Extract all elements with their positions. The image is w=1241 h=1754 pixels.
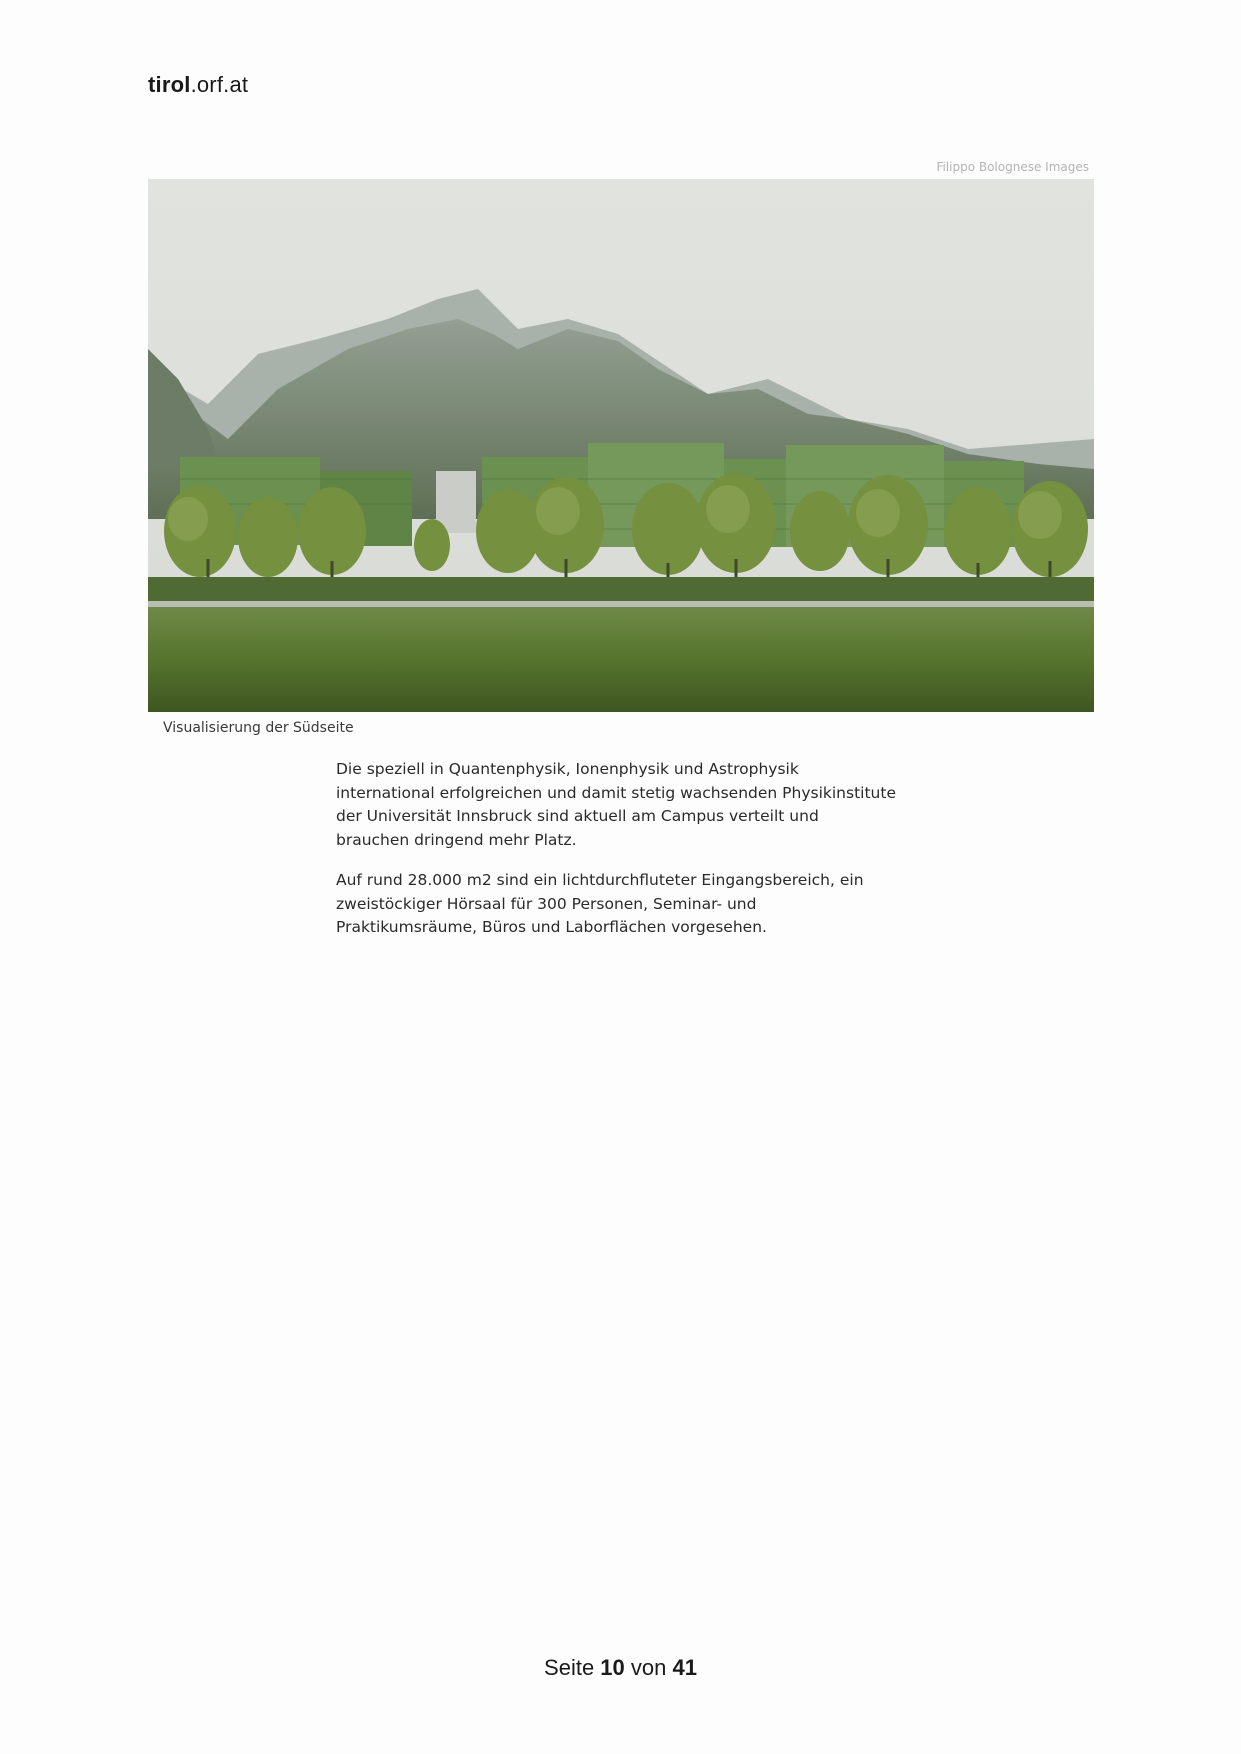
total-page-count: 41	[672, 1655, 697, 1680]
image-caption: Visualisierung der Südseite	[163, 720, 354, 736]
image-credit: Filippo Bolognese Images	[936, 160, 1089, 174]
footer-separator: von	[624, 1655, 673, 1680]
page-number-footer	[0, 1655, 1241, 1681]
footer-prefix: Seite	[544, 1655, 601, 1680]
site-header-logo	[148, 72, 248, 98]
article-paragraph: Auf rund 28.000 m2 sind ein lichtdurchfluteter Eingangsbereich, ein zweistöckiger Hörsaal für 300 Personen, Seminar- und Praktikumsräume, Büros und Laborflächen vorgesehen.	[336, 871, 864, 936]
site-name-domain: .orf.at	[190, 72, 249, 97]
article-paragraph: Die speziell in Quantenphysik, Ionenphysik und Astrophysik international erfolgreichen und damit stetig wachsenden Physikinstitute der Universität Innsbruck sind aktuell am Campus verteilt und brauchen dringend mehr Platz.	[336, 760, 896, 849]
campus-visualization-image	[148, 179, 1094, 712]
article-body	[336, 758, 896, 957]
current-page-number: 10	[600, 1655, 625, 1680]
site-name-bold: tirol	[148, 72, 191, 97]
